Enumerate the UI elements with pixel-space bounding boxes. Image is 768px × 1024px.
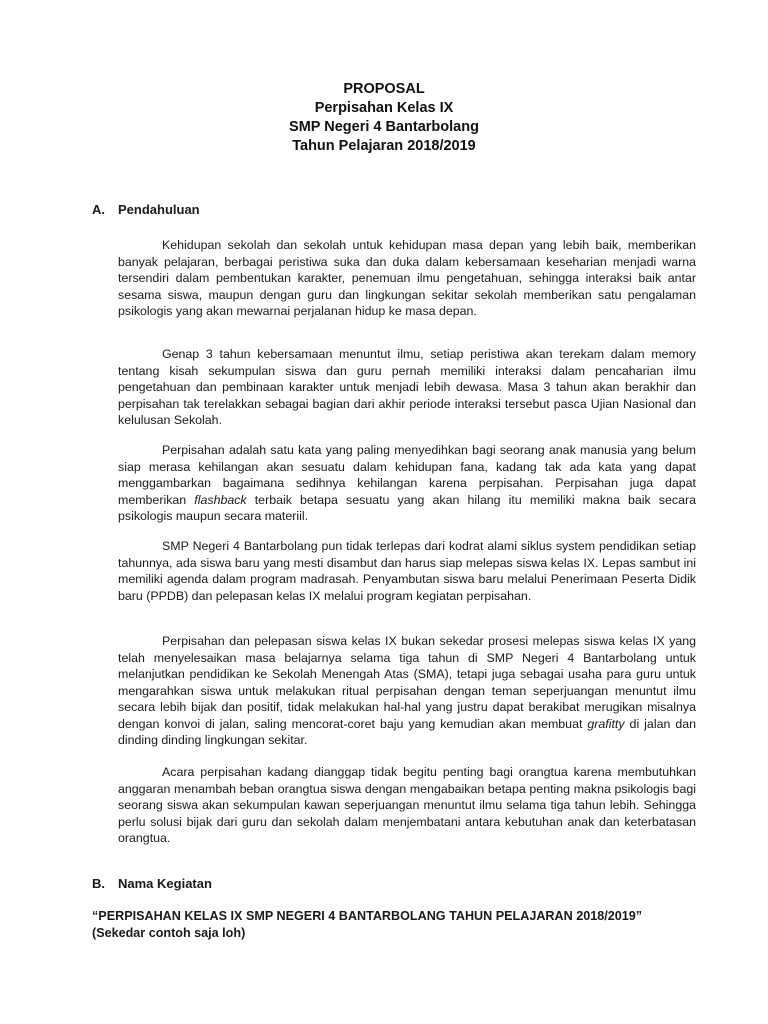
paragraph-1: Kehidupan sekolah dan sekolah untuk kehidupan masa depan yang lebih baik, memberikan banyak pelajaran, berbagai peristiwa suka dan duka dalam kebersamaan keseharian menjadi warna tersendiri dalam pembentukan karakter, penemuan ilmu pengetahuan, sehingga interaksi baik antar sesama siswa, maupun dengan guru dan lingkungan sekitar sekolah memberikan satu pengalaman psikologis yang akan mewarnai perjalanan hidup ke masa depan. bbox=[118, 238, 696, 318]
section-b-letter: B. bbox=[92, 876, 105, 891]
paragraph-2: Genap 3 tahun kebersamaan menuntut ilmu, setiap peristiwa akan terekam dalam memory tentang kisah sekumpulan siswa dan guru pernah memiliki interaksi dalam pencaharian ilmu pengetahuan dan pembinaan karakter untuk menjadi lebih dewasa. Masa 3 tahun akan berakhir dan perpisahan tak terelakkan sebagai bagian dari akhir periode interaksi tersebut pasca Ujian Nasional dan kelulusan Sekolah. bbox=[118, 347, 696, 427]
section-b-heading bbox=[92, 876, 212, 891]
section-a-heading bbox=[92, 202, 200, 217]
paragraph-6: Acara perpisahan kadang dianggap tidak begitu penting bagi orangtua karena membutuhkan anggaran menambah beban orangtua siswa dengan mengabaikan betapa penting makna psikologis bagi seorang siswa akan sekumpulan kawan seperjuangan menuntut ilmu selama tiga tahun lebih. Sehingga perlu solusi bijak dari guru dan sekolah dalam menjembatani antara kebutuhan anak dan keterbatasan orangtua. bbox=[118, 765, 696, 845]
section-a-letter: A. bbox=[92, 202, 105, 217]
doc-title: PROPOSAL bbox=[343, 81, 425, 97]
school-name: SMP Negeri 4 Bantarbolang bbox=[289, 119, 479, 135]
event-note: (Sekedar contoh saja loh) bbox=[92, 926, 246, 940]
academic-year: Tahun Pelajaran 2018/2019 bbox=[292, 138, 476, 154]
event-name: “PERPISAHAN KELAS IX SMP NEGERI 4 BANTARBOLANG TAHUN PELAJARAN 2018/2019” bbox=[92, 909, 643, 923]
section-a-title: Pendahuluan bbox=[118, 202, 200, 217]
paragraph-5: Perpisahan dan pelepasan siswa kelas IX bukan sekedar prosesi melepas siswa kelas IX yang telah menyelesaikan masa belajarnya selama tiga tahun di SMP Negeri 4 Bantarbolang untuk melanjutkan pendidikan ke Sekolah Menengah Atas (SMA), tetapi juga sebagai usaha para guru untuk mengarahkan siswa untuk melakukan ritual perpisahan dengan teman seperjuangan menuntut ilmu secara lebih bijak dan positif, tidak melakukan hal-hal yang justru dapat berakibat merugikan misalnya dengan konvoi di jalan, saling mencorat-coret baju yang kemudian akan membuat grafitty di jalan dan dinding dinding lingkungan sekitar. bbox=[118, 634, 696, 747]
title-block bbox=[0, 80, 768, 156]
section-b-title: Nama Kegiatan bbox=[118, 876, 212, 891]
paragraph-3: Perpisahan adalah satu kata yang paling menyedihkan bagi seorang anak manusia yang belum siap merasa kehilangan akan sesuatu dalam kehidupan fana, kadang tak ada kata yang dapat menggambarkan bagaimana sedihnya kehilangan karena perpisahan. Perpisahan juga dapat memberikan flashback terbaik betapa sesuatu yang akan hilang itu memiliki makna baik secara psikologis maupun secara materiil. bbox=[118, 443, 696, 523]
grafitty-term: grafitty bbox=[587, 716, 625, 731]
flashback-term: flashback bbox=[194, 492, 247, 507]
doc-subtitle: Perpisahan Kelas IX bbox=[314, 100, 454, 116]
paragraph-4: SMP Negeri 4 Bantarbolang pun tidak terlepas dari kodrat alami siklus system pendidikan setiap tahunnya, ada siswa baru yang mesti disambut dan harus siap melepas siswa kelas IX. Lepas sambut ini memiliki agenda dalam program madrasah. Penyambutan siswa baru melalui Penerimaan Peserta Didik baru (PPDB) dan pelepasan kelas IX melalui program kegiatan perpisahan. bbox=[118, 539, 696, 603]
